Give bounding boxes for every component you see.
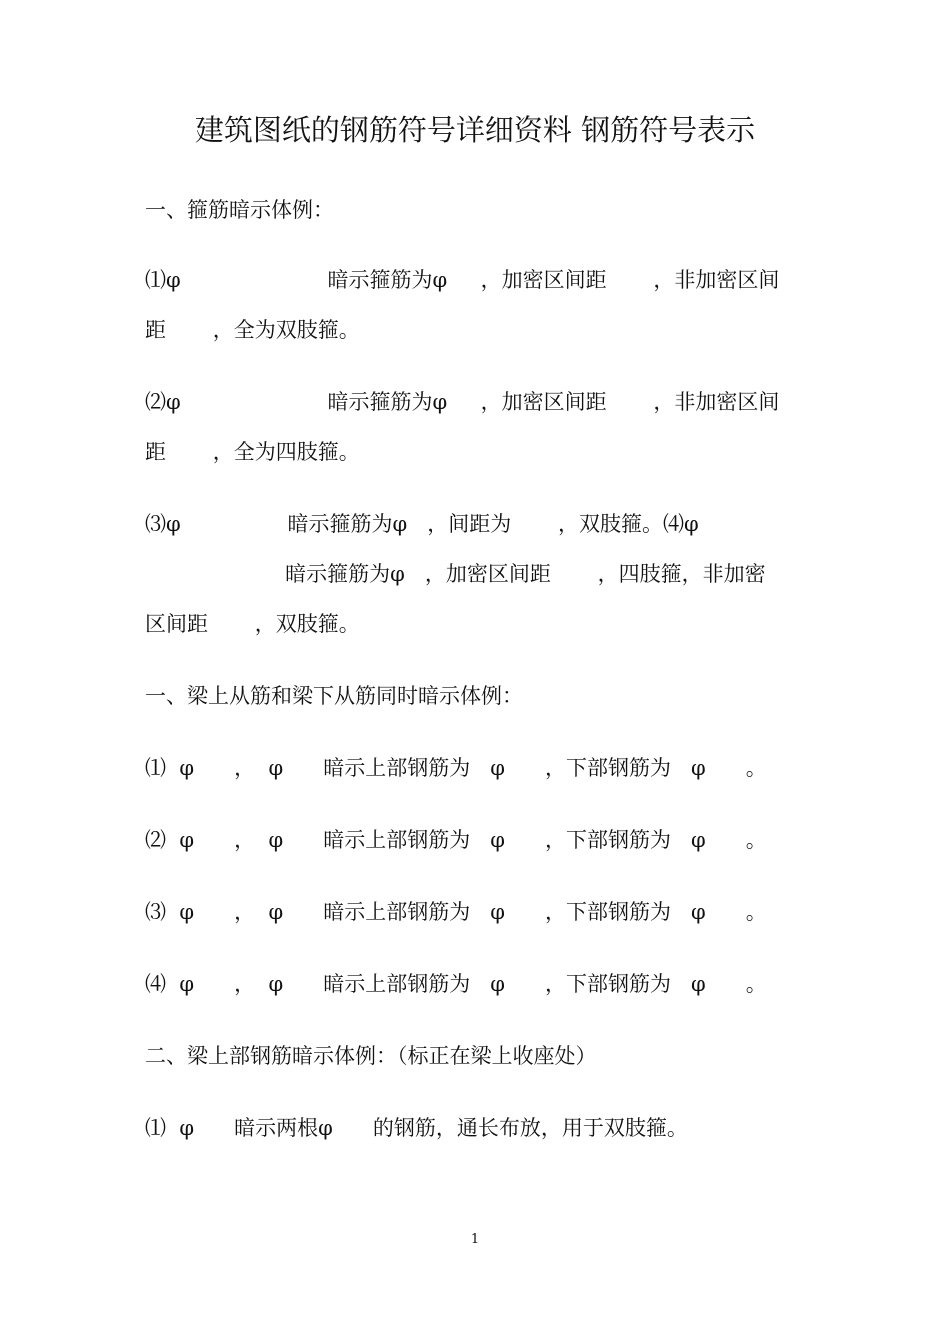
stirrup-example-2-line-1: ⑵φ 暗示箍筋为φ ，加密区间距 ，非加密区间 xyxy=(145,390,780,414)
stirrup-example-1-line-1: ⑴φ 暗示箍筋为φ ，加密区间距 ，非加密区间 xyxy=(145,268,780,292)
top-rebar-example-1: ⑴ φ 暗示两根φ 的钢筋，通长布放，用于双肢箍。 xyxy=(145,1116,688,1140)
section-heading-beam-top-rebar: 二、梁上部钢筋暗示体例：（标正在梁上收座处） xyxy=(145,1044,597,1068)
stirrup-example-3-line-1: ⑶φ 暗示箍筋为φ ，间距为 ，双肢箍。⑷φ xyxy=(145,512,699,536)
stirrup-example-4-line-2: 区间距 ，双肢箍。 xyxy=(145,612,360,636)
stirrup-example-4-line-1: 暗示箍筋为φ ，加密区间距 ，四肢箍，非加密 xyxy=(145,562,766,586)
beam-example-3: ⑶ φ ， φ 暗示上部钢筋为 φ ，下部钢筋为 φ 。 xyxy=(145,900,767,924)
page-number: 1 xyxy=(470,1232,480,1247)
stirrup-example-2-line-2: 距 ，全为四肢箍。 xyxy=(145,440,360,464)
beam-example-1: ⑴ φ ， φ 暗示上部钢筋为 φ ，下部钢筋为 φ 。 xyxy=(145,756,767,780)
section-heading-beam-top-bottom: 一、梁上从筋和梁下从筋同时暗示体例： xyxy=(145,684,523,708)
stirrup-example-1-line-2: 距 ，全为双肢箍。 xyxy=(145,318,360,342)
document-title: 建筑图纸的钢筋符号详细资料 钢筋符号表示 xyxy=(194,113,756,147)
beam-example-2: ⑵ φ ， φ 暗示上部钢筋为 φ ，下部钢筋为 φ 。 xyxy=(145,828,767,852)
section-heading-stirrup: 一、箍筋暗示体例： xyxy=(145,198,334,222)
beam-example-4: ⑷ φ ， φ 暗示上部钢筋为 φ ，下部钢筋为 φ 。 xyxy=(145,972,767,996)
